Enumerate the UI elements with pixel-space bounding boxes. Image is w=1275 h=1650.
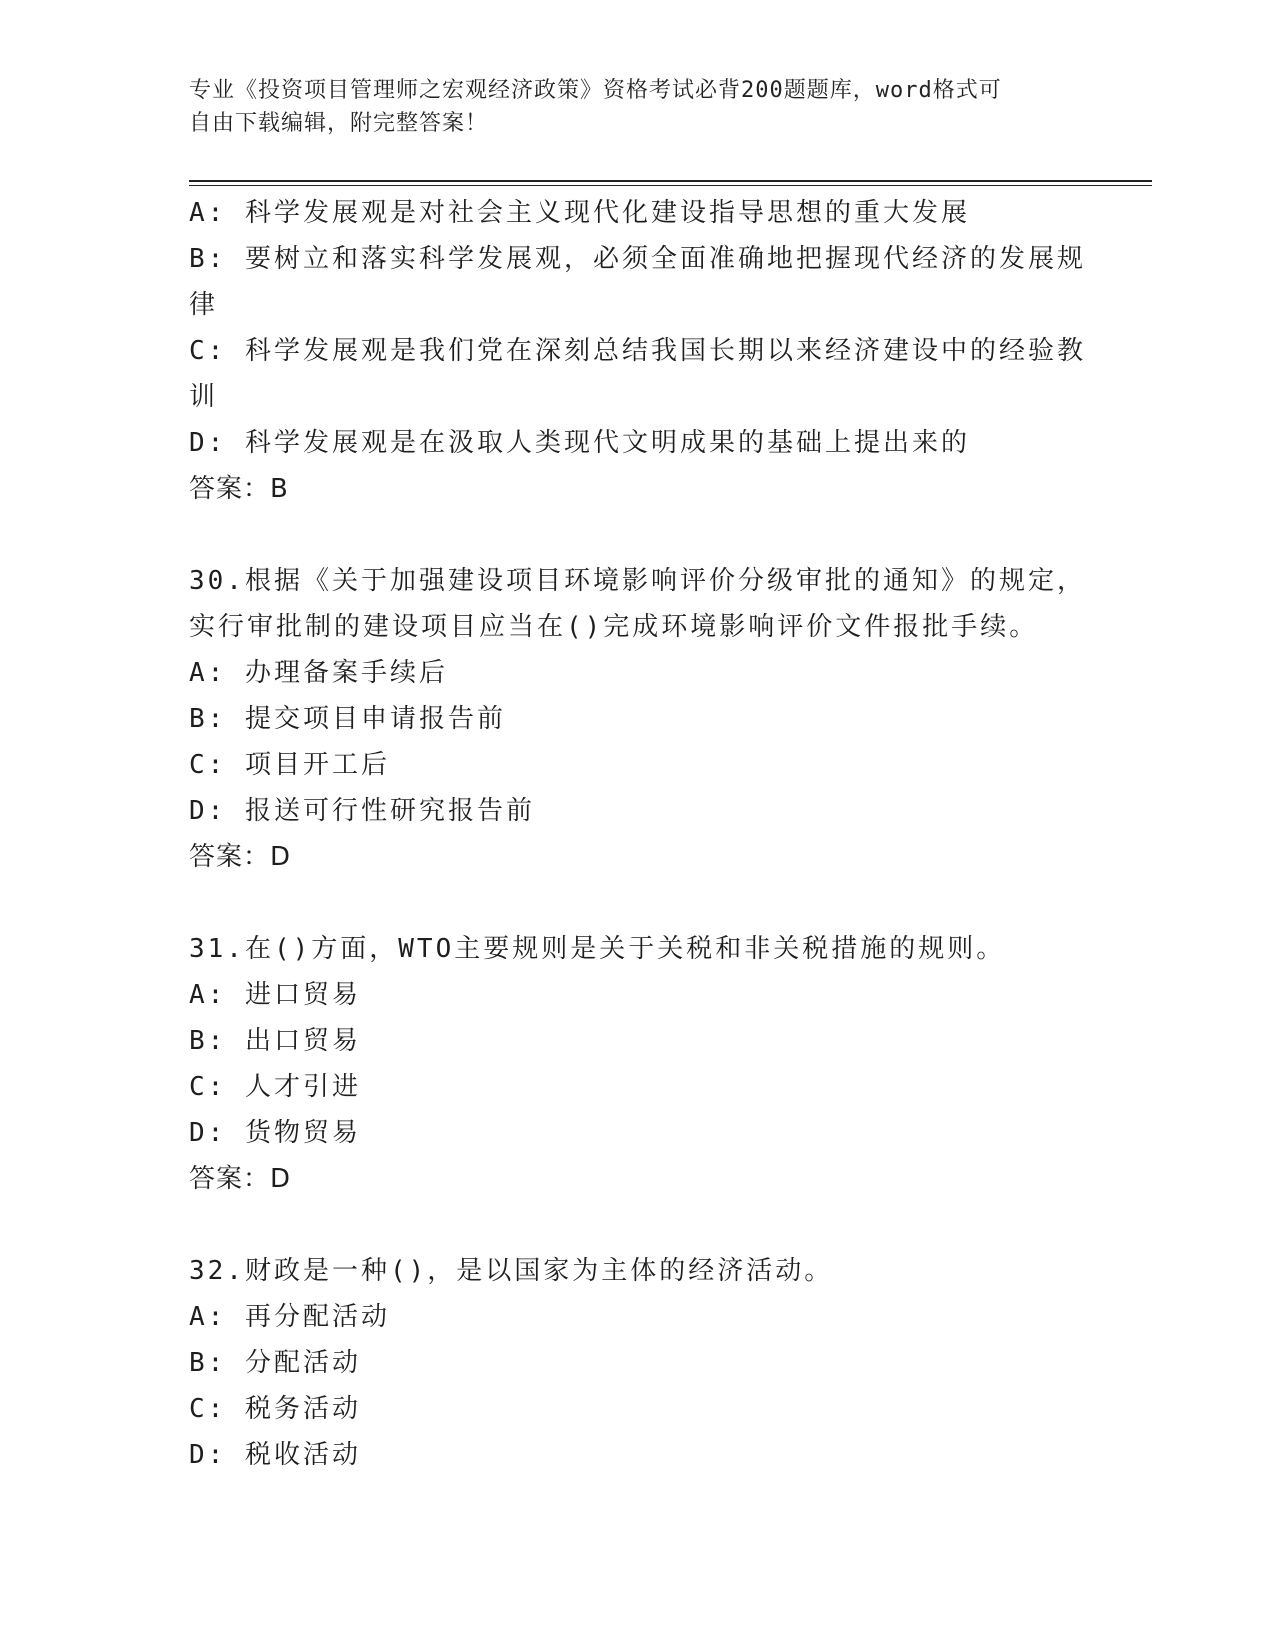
option-a: A: 进口贸易 [189,980,361,1010]
spacer [189,512,1089,558]
option-b: B: 分配活动 [189,1348,361,1378]
option-b: B: 提交项目申请报告前 [189,704,506,734]
header-rule-thick [189,180,1152,182]
option-a: A: 办理备案手续后 [189,658,448,688]
header-line-1: 专业《投资项目管理师之宏观经济政策》资格考试必背200题题库，word格式可 [189,78,1002,103]
option-c: C: 人才引进 [189,1072,361,1102]
option-d: D: 货物贸易 [189,1118,361,1148]
document-header [189,74,1089,140]
option-d: D: 科学发展观是在汲取人类现代文明成果的基础上提出来的 [189,428,970,458]
option-a: A: 再分配活动 [189,1302,390,1332]
question-32 [189,1248,1089,1478]
option-b-continued: 律 [189,290,219,320]
answer: 答案：D [189,842,292,872]
option-c-continued: 训 [189,382,219,412]
option-b: B: 要树立和落实科学发展观，必须全面准确地把握现代经济的发展规 [189,244,1086,274]
question-31 [189,926,1089,1202]
question-stem-continued: 实行审批制的建设项目应当在()完成环境影响评价文件报批手续。 [189,612,1039,642]
answer: 答案：D [189,1164,292,1194]
question-stem: 31.在()方面，WTO主要规则是关于关税和非关税措施的规则。 [189,934,1006,964]
answer: 答案：B [189,474,289,504]
header-rule-thin [189,185,1152,186]
question-stem: 30.根据《关于加强建设项目环境影响评价分级审批的通知》的规定， [189,566,1086,596]
option-d: D: 报送可行性研究报告前 [189,796,535,826]
option-c: C: 税务活动 [189,1394,361,1424]
option-d: D: 税收活动 [189,1440,361,1470]
spacer [189,1202,1089,1248]
option-c: C: 科学发展观是我们党在深刻总结我国长期以来经济建设中的经验教 [189,336,1086,366]
question-30 [189,558,1089,880]
header-line-2: 自由下载编辑，附完整答案！ [189,111,489,136]
option-a: A: 科学发展观是对社会主义现代化建设指导思想的重大发展 [189,198,970,228]
spacer [189,880,1089,926]
question-stem: 32.财政是一种()，是以国家为主体的经济活动。 [189,1256,834,1286]
question-29 [189,190,1089,512]
option-b: B: 出口贸易 [189,1026,361,1056]
question-list [189,190,1089,1478]
option-c: C: 项目开工后 [189,750,390,780]
